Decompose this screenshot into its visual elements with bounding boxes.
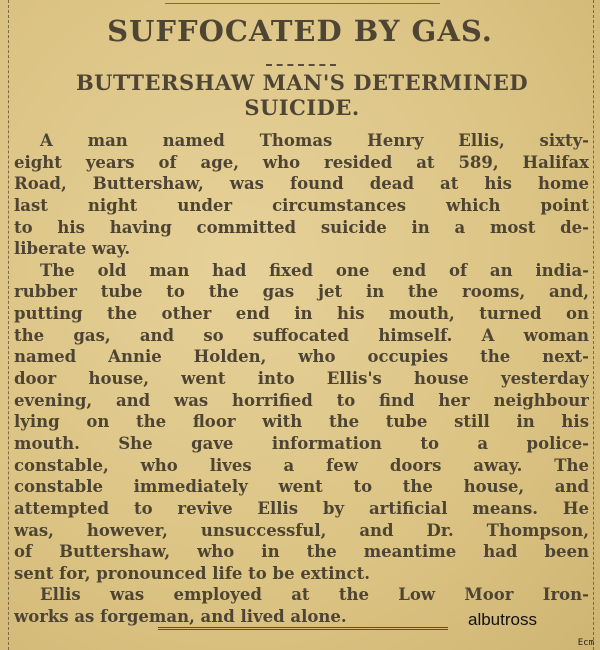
article-line: works as forgeman, and lived alone. <box>14 607 347 627</box>
column-rule-left <box>8 0 9 650</box>
corner-mark: Ecm <box>577 638 594 648</box>
article-line: A man named Thomas Henry Ellis, sixty- <box>40 131 589 150</box>
article-line: last night under circumstances which point <box>14 195 589 215</box>
article-body <box>14 130 589 628</box>
article-line: eight years of age, who resided at 589, Halifax <box>14 152 589 172</box>
article-line: to his having committed suicide in a most de- <box>14 217 589 237</box>
article-line: was, however, unsuccessful, and Dr. Thompson, <box>14 520 589 540</box>
article-line: mouth. She gave information to a police- <box>14 433 589 453</box>
subheadline-line-2: SUICIDE. <box>244 95 360 120</box>
article-line: the gas, and so suffocated himself. A woman <box>14 325 589 345</box>
article-line: sent for, pronounced life to be extinct. <box>14 563 370 583</box>
watermark-text: albutross <box>468 610 537 629</box>
headline: SUFFOCATED BY GAS. <box>107 14 493 48</box>
headline-divider <box>266 64 336 66</box>
column-rule-right <box>593 0 594 650</box>
article-line: of Buttershaw, who in the meantime had been <box>14 542 589 562</box>
subheadline-line-1: BUTTERSHAW MAN'S DETERMINED <box>75 70 529 95</box>
article-line: liberate way. <box>14 239 131 259</box>
article-line: Ellis was employed at the Low Moor Iron- <box>40 585 589 605</box>
article-line: Road, Buttershaw, was found dead at his home <box>14 174 589 194</box>
top-rule <box>165 0 440 4</box>
article-line: lying on the floor with the tube still in his <box>14 412 589 432</box>
article-line: constable, who lives a few doors away. The <box>14 455 589 475</box>
end-rule <box>158 627 448 630</box>
article-line: rubber tube to the gas jet in the rooms, and, <box>14 282 589 302</box>
article-line: putting the other end in his mouth, turned on <box>14 304 589 324</box>
article-line: constable immediately went to the house, and <box>14 477 589 497</box>
article-line: attempted to revive Ellis by artificial means. He <box>14 498 589 518</box>
article-line: named Annie Holden, who occupies the next- <box>14 347 589 367</box>
article-line: The old man had fixed one end of an india- <box>40 260 589 280</box>
article-line: evening, and was horrified to find her neighbour <box>14 390 589 410</box>
article-line: door house, went into Ellis's house yesterday <box>14 369 589 389</box>
